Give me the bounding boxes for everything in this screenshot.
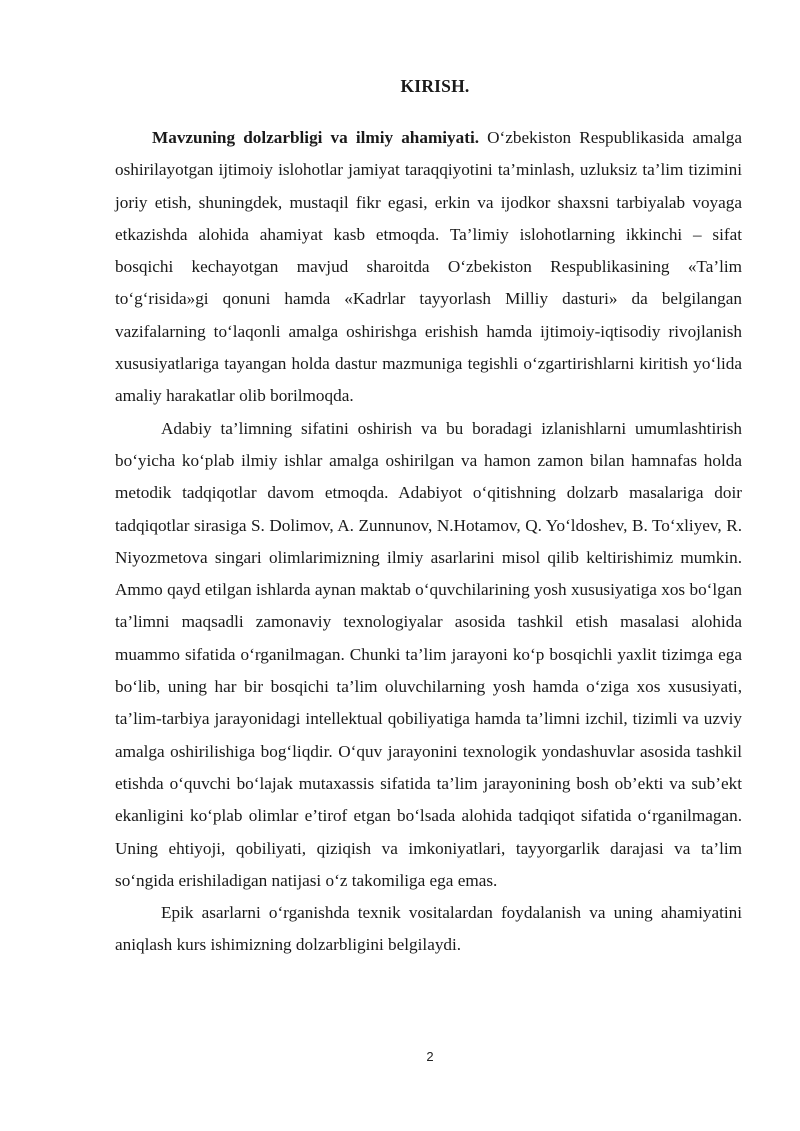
page-number: 2 [426,1049,434,1064]
paragraph-text: O‘zbekiston Respublikasida amalga oshirilayotgan ijtimoiy islohotlar jamiyat taraqqiyotini ta’minlash, uzluksiz ta’lim tizimini joriy etish, shuningdek, mustaqil fikr egasi, erkin va ijodkor shaxsni tarbiyalab voyaga etkazishda alohida ahamiyat kasb etmoqda. Ta’limiy islohotlarning ikkinchi – sifat bosqichi kechayotgan mavjud sharoitda O‘zbekiston Respublikasining «Ta’lim to‘g‘risida»gi qonuni hamda «Kadrlar tayyorlash Milliy dasturi» da belgilangan vazifalarning to‘laqonli amalga oshirishga erishish hamda ijtimoiy-iqtisodiy rivojlanish xususiyatlariga tayangan holda dastur mazmuniga tegishli o‘zgartirishlarni kiritish yo‘lida amaliy harakatlar olib borilmoqda. [115,128,743,406]
body-text [115,122,742,962]
page-title: KIRISH. [400,76,470,96]
paragraph-text: Epik asarlarni o‘rganishda texnik vositalardan foydalanish va uning ahamiyatini aniqlash kurs ishimizning dolzarbligini belgilaydi. [115,903,742,955]
paragraph-conclusion [115,897,742,962]
paragraph-literature-review [115,413,742,897]
paragraph-relevance [115,122,742,413]
paragraph-text: Adabiy ta’limning sifatini oshirish va bu boradagi izlanishlarni umumlashtirish bo‘yicha ko‘plab ilmiy ishlar amalga oshirilgan va hamon zamon bilan hamnafas holda metodik tadqiqotlar davom etmoqda. Adabiyot o‘qitishning dolzarb masalariga doir tadqiqotlar sirasiga S. Dolimov, A. Zunnunov, N.Hotamov, Q. Yo‘ldoshev, B. To‘xliyev, R. Niyozmetova singari olimlarimizning ilmiy asarlarini misol qilib keltirishimiz mumkin. Ammo qayd etilgan ishlarda aynan maktab o‘quvchilarining yosh xususiyatiga xos bo‘lgan ta’limni maqsadli zamonaviy texnologiyalar asosida tashkil etish masalasi alohida muammo sifatida o‘rganilmagan. Chunki ta’lim jarayoni ko‘p bosqichli yaxlit tizimga ega bo‘lib, uning har bir bosqichi ta’lim oluvchilarning yosh hamda o‘ziga xos xususiyati, ta’lim-tarbiya jarayonidagi intellektual qobiliyatiga hamda ta’limni izchil, tizimli va uzviy amalga oshirilishiga bog‘liqdir. O‘quv jarayonini texnologik yondashuvlar asosida tashkil etishda o‘quvchi bo‘lajak mutaxassis sifatida ta’lim jarayonining bosh ob’ekti va sub’ekt ekanligini ko‘plab olimlar e’tirof etgan bo‘lsada alohida tadqiqot sifatida o‘rganilmagan. Uning ehtiyoji, qobiliyati, qiziqish va imkoniyatlari, tayyorgarlik darajasi va ta’lim so‘ngida erishiladigan natijasi o‘z takomiliga ega emas. [115,418,742,890]
paragraph-lead-heading: Mavzuning dolzarbligi va ilmiy ahamiyati. [152,128,480,147]
